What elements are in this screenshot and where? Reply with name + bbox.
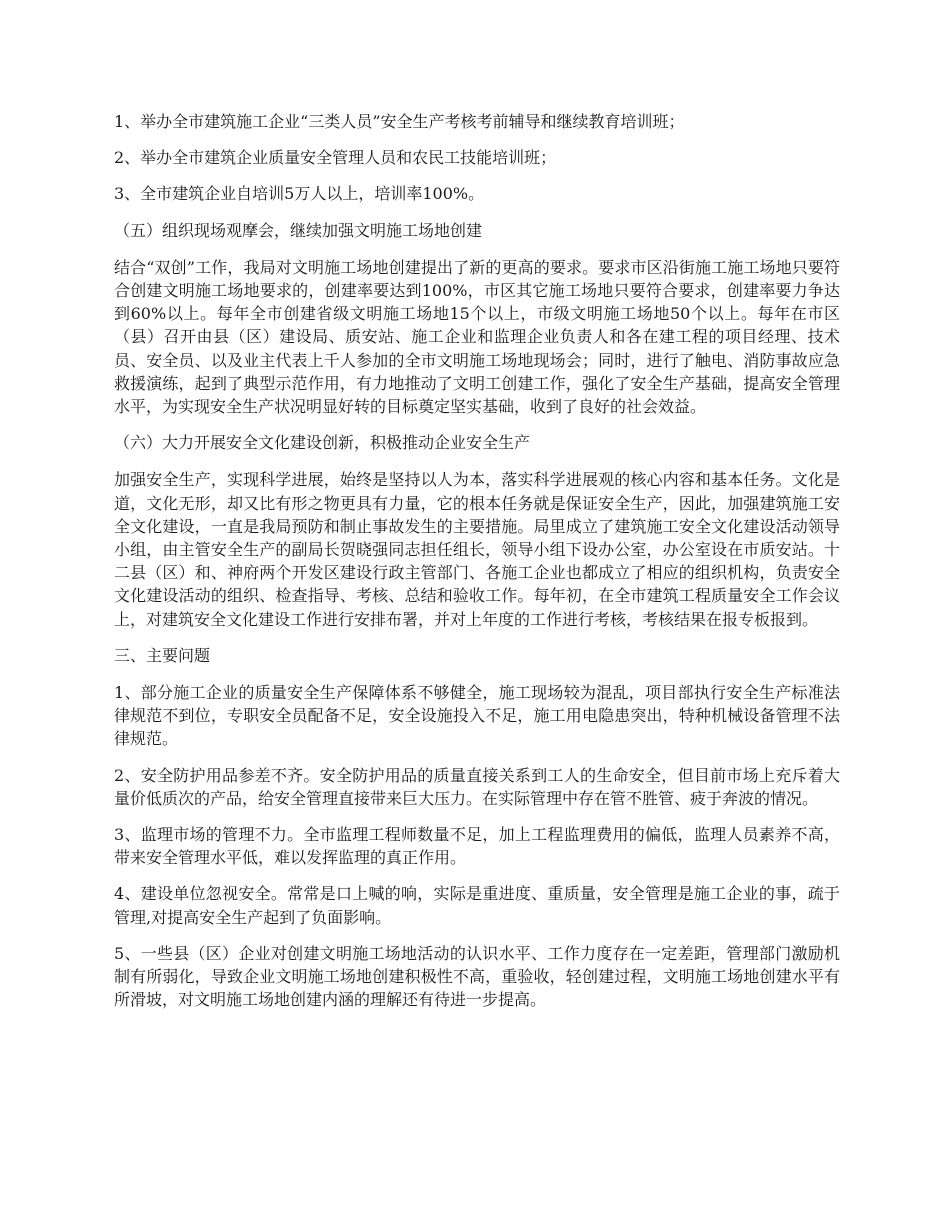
- problem-item-2: 2、安全防护用品参差不齐。安全防护用品的质量直接关系到工人的生命安全，但目前市场上充斥着大量价低质次的产品，给安全管理直接带来巨大压力。在实际管理中存在管不胜管、疲于奔波的情况。: [114, 765, 840, 808]
- document-body: [114, 110, 840, 1025]
- paragraph-safety-culture: 加强安全生产，实现科学进展，始终是坚持以人为本，落实科学进展观的核心内容和基本任务。文化是道，文化无形，却又比有形之物更具有力量，它的根本任务就是保证安全生产，因此，加强建筑施工安全文化建设，一直是我局预防和制止事故发生的主要措施。局里成立了建筑施工安全文化建设活动领导小组，由主管安全生产的副局长贺晓强同志担任组长，领导小组下设办公室，办公室设在市质安站。十二县（区）和、神府两个开发区建设行政主管部门、各施工企业也都成立了相应的组织机构，负责安全文化建设活动的组织、检查指导、考核、总结和验收工作。每年初，在全市建筑工程质量安全工作会议上，对建筑安全文化建设工作进行安排布署，并对上年度的工作进行考核，考核结果在报专板报到。: [114, 470, 840, 629]
- problem-item-4: 4、建设单位忽视安全。常常是口上喊的响，实际是重进度、重质量，安全管理是施工企业的事，疏于管理,对提高安全生产起到了负面影响。: [114, 884, 840, 927]
- problem-item-3: 3、监理市场的管理不力。全市监理工程师数量不足，加上工程监理费用的偏低，监理人员素养不高，带来安全管理水平低，难以发挥监理的真正作用。: [114, 825, 840, 868]
- training-item-1: 1、举办全市建筑施工企业“三类人员”安全生产考核考前辅导和继续教育培训班；: [114, 112, 685, 131]
- training-item-3: 3、全市建筑企业自培训5万人以上，培训率100%。: [114, 184, 485, 204]
- section-heading-6: （六）大力开展安全文化建设创新，积极推动企业安全生产: [114, 433, 531, 453]
- problem-item-1: 1、部分施工企业的质量安全生产保障体系不够健全，施工现场较为混乱，项目部执行安全生产标准法律规范不到位，专职安全员配备不足，安全设施投入不足，施工用电隐患突出，特种机械设备管理不法律规范。: [114, 683, 840, 749]
- training-item-2: 2、举办全市建筑企业质量安全管理人员和农民工技能培训班；: [114, 148, 557, 168]
- section-heading-5: （五）组织现场观摩会，继续加强文明施工场地创建: [114, 220, 483, 240]
- section-heading-main-problems: 三、主要问题: [114, 645, 211, 665]
- paragraph-civilized-sites: 结合“双创”工作，我局对文明施工场地创建提出了新的更高的要求。要求市区沿街施工施工场地只要符合创建文明施工场地要求的，创建率要达到100%，市区其它施工场地只要符合要求，创建率要力争达到60%以上。每年全市创建省级文明施工场地15个以上，市级文明施工场地50个以上。每年在市区（县）召开由县（区）建设局、质安站、施工企业和监理企业负责人和各在建工程的项目经理、技术员、安全员、以及业主代表上千人参加的全市文明施工场地现场会；同时，进行了触电、消防事故应急救援演练，起到了典型示范作用，有力地推动了文明工创建工作，强化了安全生产基础，提高安全管理水平，为实现安全生产状况明显好转的目标奠定坚实基础，收到了良好的社会效益。: [114, 257, 840, 417]
- problem-item-5: 5、一些县（区）企业对创建文明施工场地活动的认识水平、工作力度存在一定差距，管理部门激励机制有所弱化，导致企业文明施工场地创建积极性不高，重验收，轻创建过程，文明施工场地创建水平有所滑坡，对文明施工场地创建内涵的理解还有待进一步提高。: [114, 943, 840, 1010]
